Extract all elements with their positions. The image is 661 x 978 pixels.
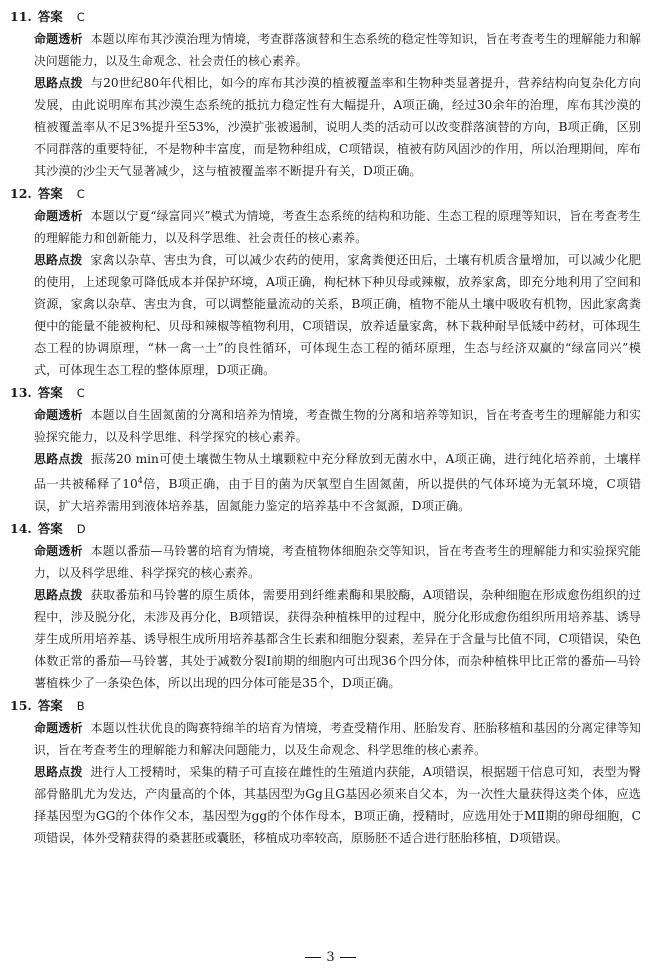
analysis-label: 命题透析 [34,544,83,559]
question-13 [10,382,641,517]
hint-text: 与20世纪80年代相比，如今的库布其沙漠的植被覆盖率和生物种类显著提升，营养结构向复杂化方向发展，由此说明库布其沙漠生态系统的抵抗力稳定性有大幅提升，A项正确，经过30余年的治理，库布其沙漠的植被覆盖率从不足3%提升至53%，沙漠扩张被遏制，说明人类的活动可以改变群落演替的方向，B项正确，区别不同群落的重要特征，不是物种丰富度，而是物种组成，C项错误，植被有防风固沙的作用，所以治理期间，库布其沙漠的沙尘天气显著减少，这与植被覆盖率不断提升有关，D项正确。 [34,76,641,178]
analysis-text: 本题以库布其沙漠治理为情境，考查群落演替和生态系统的稳定性等知识，旨在考查考生的理解能力和解决问题能力，以及生命观念、社会责任的核心素养。 [34,32,642,68]
answer-label: 答案 [37,9,63,24]
analysis-section [34,540,641,584]
question-header [10,183,641,205]
analysis-text: 本题以自生固氮菌的分离和培养为情境，考查微生物的分离和培养等知识，旨在考查考生的理解能力和实验探究能力，以及科学思维、科学探究的核心素养。 [34,408,642,444]
analysis-label: 命题透析 [34,209,83,223]
footer-dash-right [340,957,356,958]
question-15 [10,695,641,849]
hint-section [34,72,641,182]
question-11 [10,6,641,182]
footer-dash-left [305,957,321,958]
page-footer [0,947,661,969]
question-number: 12. [10,186,32,201]
hint-text-post: 倍，B项正确，由于目的菌为厌氧型自生固氮菌，所以提供的气体环境为无氧环境，C项错误，扩大培养需用到液体培养基，固氮能力鉴定的培养基中不含氮源，D项正确。 [34,477,642,514]
answer-value: C [76,187,85,201]
analysis-section [34,404,641,448]
hint-label: 思路点拨 [34,588,83,603]
answer-label: 答案 [37,698,63,714]
hint-text: 进行人工授精时，采集的精子可直接在雌性的生殖道内获能，A项错误，根据题干信息可知，表型为臀部骨骼肌尤为发达，产肉量高的个体，其基因型为Gg且G基因必须来自父本，为一次性大量获得这类个体，应选择基因型为GG的个体作父本，基因型为gg的个体作母本，B项正确，授精时，应选用处于MⅡ期的卵母细胞，C项错误，体外受精获得的桑葚胚或囊胚，移植成功率较高，原肠胚不适合进行胚胎移植，D项错误。 [34,765,641,846]
hint-section [34,584,641,694]
page-number: 3 [326,950,335,965]
analysis-text: 本题以宁夏“绿富同兴”模式为情境，考查生态系统的结构和功能、生态工程的原理等知识，旨在考查考生的理解能力和创新能力，以及科学思维、社会责任的核心素养。 [34,209,641,245]
hint-section [34,448,641,517]
analysis-text: 本题以番茄—马铃薯的培育为情境，考查植物体细胞杂交等知识，旨在考查考生的理解能力和实验探究能力，以及科学思维、科学探究的核心素养。 [34,544,642,581]
hint-section [34,249,641,381]
question-header [10,695,641,717]
question-number: 15. [10,698,32,714]
answer-label: 答案 [37,186,63,201]
analysis-section [34,28,641,72]
hint-label: 思路点拨 [34,76,83,90]
answer-value: B [76,699,85,714]
answer-value: C [76,386,85,400]
question-header [10,518,641,540]
answer-value: C [76,10,85,24]
hint-label: 思路点拨 [34,253,83,267]
hint-label: 思路点拨 [34,765,83,780]
answer-label: 答案 [37,521,63,537]
exponent: 4 [137,476,143,485]
hint-text-pre: 振荡20 min可使土壤微生物从土壤颗粒中充分释放到无菌水中，A项正确，进行纯化培养前，土壤样品一共被稀释了10 [34,452,641,492]
hint-text: 家禽以杂草、害虫为食，可以减少农药的使用，家禽粪便还田后，土壤有机质含量增加，可以减少化肥的使用，上述现象可降低成本并保护环境，A项正确，枸杞林下种贝母或辣椒，放养家禽，即充分地利用了空间和资源，家禽以杂草、害虫为食，可以调整能量流动的关系，B项正确，植物不能从土壤中吸收有机物，因此家禽粪便中的能量不能被枸杞、贝母和辣椒等植物利用，C项错误，放养适量家禽，林下栽种耐旱低矮中药材，可体现生态工程的协调原理，“林一禽一土”的良性循环，可体现生态工程的循环原理，生态与经济双赢的“绿富同兴”模式，可体现生态工程的整体原理，D项正确。 [34,253,641,377]
analysis-section [34,205,641,249]
analysis-label: 命题透析 [34,721,83,736]
analysis-section [34,717,641,761]
answer-value: D [76,522,86,537]
question-header [10,382,641,404]
hint-text: 获取番茄和马铃薯的原生质体，需要用到纤维素酶和果胶酶，A项错误，杂种细胞在形成愈伤组织的过程中，涉及脱分化，未涉及再分化，B项错误，获得杂种植株甲的过程中，脱分化形成愈伤组织所用培养基、诱导芽生成所用培养基、诱导根生成所用培养基都含生长素和细胞分裂素，差异在于含量与比值不同，C项错误，染色体数正常的番茄—马铃薯，其处于减数分裂Ⅰ前期的细胞内可出现36个四分体，而杂种植株甲比正常的番茄—马铃薯植株少了一条染色体，所以出现的四分体可能是35个，D项正确。 [34,588,641,691]
hint-section [34,761,641,849]
question-12 [10,183,641,381]
question-14 [10,518,641,694]
question-header [10,6,641,28]
hint-label: 思路点拨 [34,452,84,466]
analysis-text: 本题以性状优良的陶赛特绵羊的培育为情境，考查受精作用、胚胎发育、胚胎移植和基因的分离定律等知识，旨在考查考生的理解能力和解决问题能力，以及生命观念、科学思维的核心素养。 [34,721,642,758]
analysis-label: 命题透析 [34,32,83,46]
question-number: 14. [10,521,32,537]
question-number: 11. [10,9,32,24]
analysis-label: 命题透析 [34,408,83,422]
answer-label: 答案 [37,385,63,400]
question-number: 13. [10,385,32,400]
